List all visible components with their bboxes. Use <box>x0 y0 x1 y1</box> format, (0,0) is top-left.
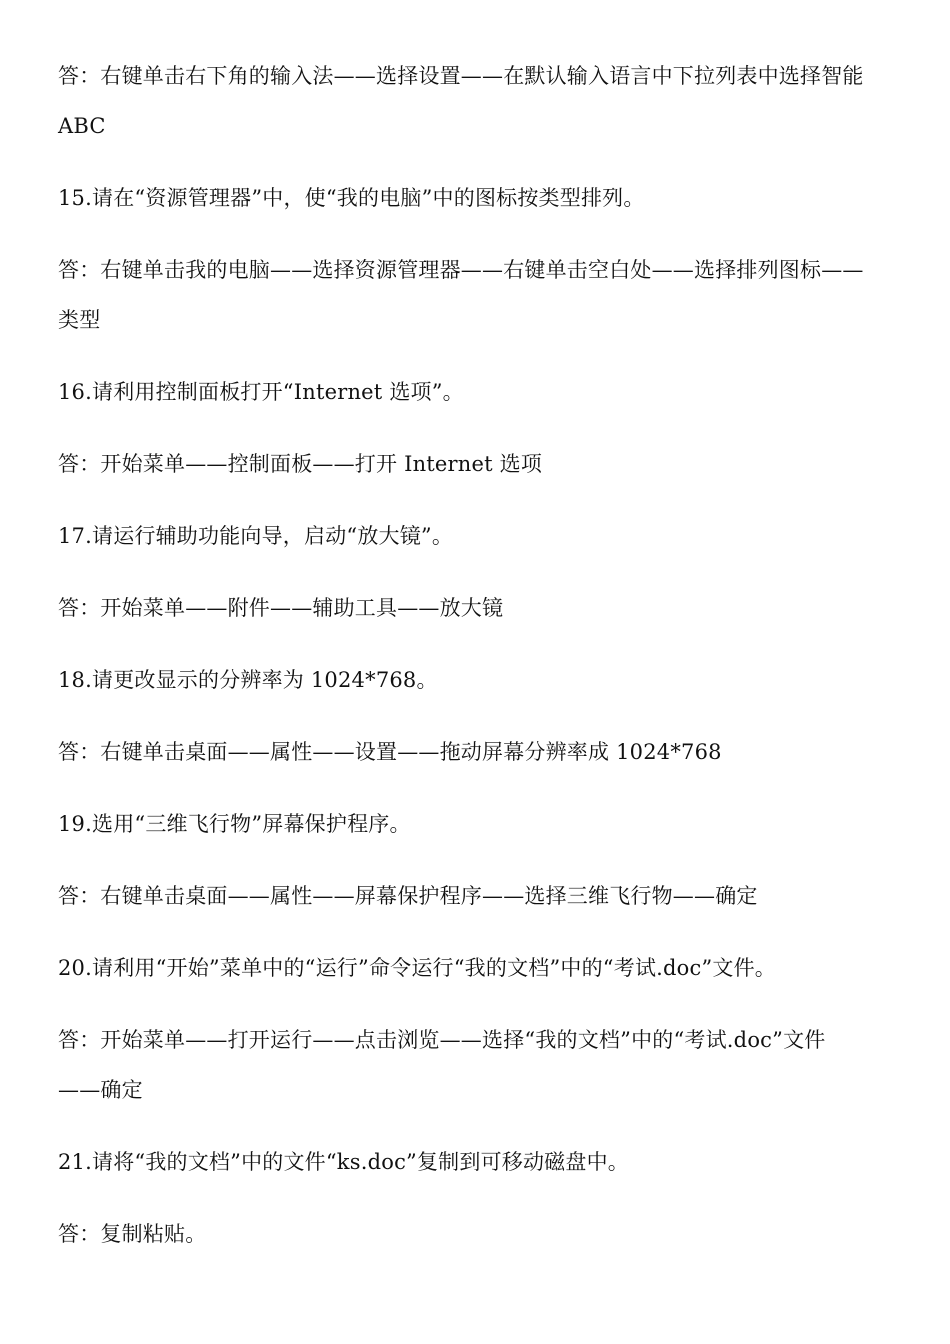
question-20: 20.请利用“开始”菜单中的“运行”命令运行“我的文档”中的“考试.doc”文件。 <box>58 956 777 980</box>
question-17: 17.请运行辅助功能向导，启动“放大镜”。 <box>58 524 454 548</box>
question-21: 21.请将“我的文档”中的文件“ks.doc”复制到可移动磁盘中。 <box>58 1150 629 1174</box>
question-15: 15.请在“资源管理器”中，使“我的电脑”中的图标按类型排列。 <box>58 186 645 210</box>
answer-18: 答：右键单击桌面——属性——设置——拖动屏幕分辨率成 1024*768 <box>58 740 722 764</box>
answer-17: 答：开始菜单——附件——辅助工具——放大镜 <box>58 596 504 620</box>
answer-16: 答：开始菜单——控制面板——打开 Internet 选项 <box>58 452 543 476</box>
answer-21: 答：复制粘贴。 <box>58 1222 207 1246</box>
answer-15-line-1: 答：右键单击我的电脑——选择资源管理器——右键单击空白处——选择排列图标—— <box>58 258 864 282</box>
answer-20-line-1: 答：开始菜单——打开运行——点击浏览——选择“我的文档”中的“考试.doc”文件 <box>58 1028 826 1052</box>
question-16: 16.请利用控制面板打开“Internet 选项”。 <box>58 380 464 404</box>
answer-14-line-1: 答：右键单击右下角的输入法——选择设置——在默认输入语言中下拉列表中选择智能 <box>58 64 864 88</box>
answer-14-line-2: ABC <box>58 114 106 138</box>
question-18: 18.请更改显示的分辨率为 1024*768。 <box>58 668 438 692</box>
answer-19: 答：右键单击桌面——属性——屏幕保护程序——选择三维飞行物——确定 <box>58 884 758 908</box>
answer-15-line-2: 类型 <box>58 308 101 332</box>
answer-20-line-2: ——确定 <box>58 1078 143 1102</box>
question-19: 19.选用“三维飞行物”屏幕保护程序。 <box>58 812 411 836</box>
